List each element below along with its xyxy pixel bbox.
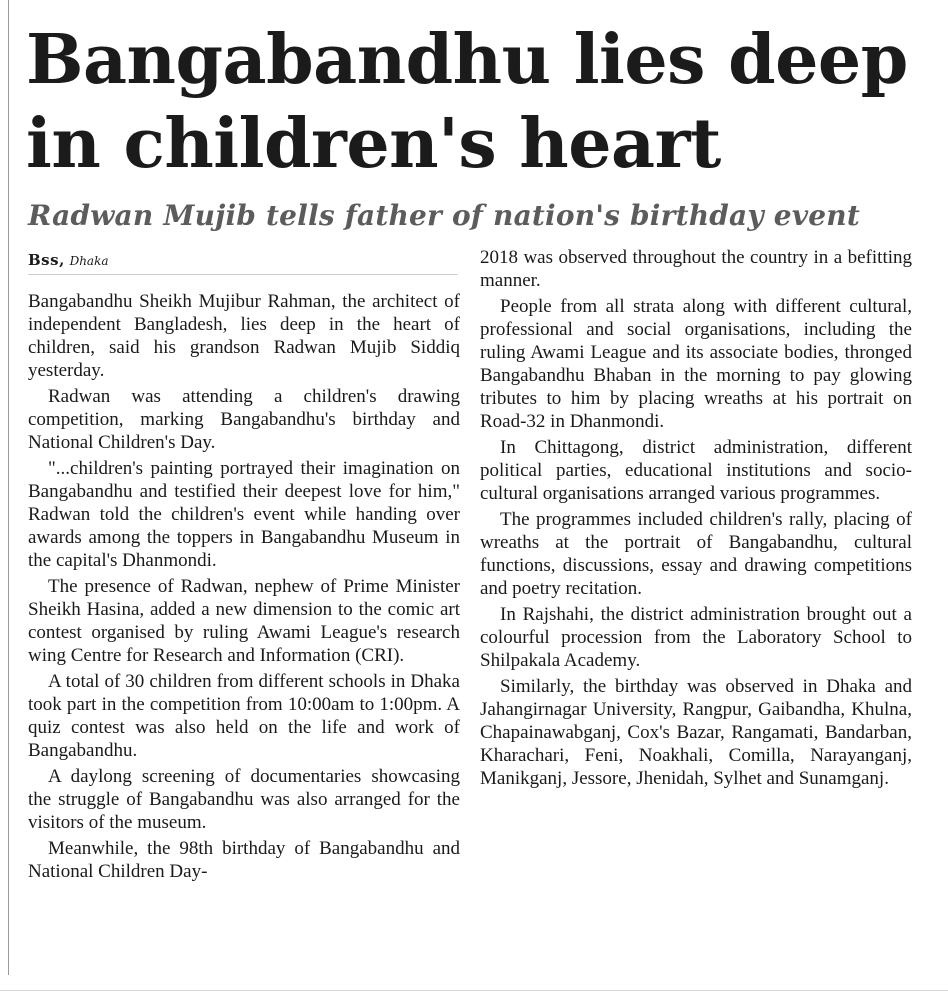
column-divider-rule: [8, 0, 9, 975]
paragraph: Meanwhile, the 98th birthday of Bangabandhu and National Children Day-: [28, 838, 460, 882]
paragraph: Bangabandhu Sheikh Mujibur Rahman, the architect of independent Bangladesh, lies deep in the heart of children, said his grandson Radwan Mujib Siddiq yesterday.: [28, 291, 460, 381]
byline-agency: Bss,: [28, 251, 65, 269]
paragraph: Radwan was attending a children's drawing competition, marking Bangabandhu's birthday and National Children's Day.: [28, 386, 460, 453]
byline-city: Dhaka: [69, 254, 109, 268]
paragraph: In Chittagong, district administration, different political parties, educational institutions and socio-cultural organisations arranged various programmes.: [480, 437, 912, 504]
byline-rule: [28, 274, 458, 275]
paragraph: People from all strata along with different cultural, professional and social organisations, including the ruling Awami League and its associate bodies, thronged Bangabandhu Bhaban in the morning to pay glowing tributes to him by placing wreaths at his portrait on Road-32 in Dhanmondi.: [480, 296, 912, 432]
article-column-right: [480, 246, 912, 793]
headline: Bangabandhu lies deep in children's heart: [26, 20, 908, 184]
paragraph: A total of 30 children from different schools in Dhaka took part in the competition from 10:00am to 1:00pm. A quiz contest was also held on the life and work of Bangabandhu.: [28, 671, 460, 761]
paragraph-continued: 2018 was observed throughout the country in a befitting manner.: [480, 247, 912, 291]
article-column-left: [28, 290, 460, 886]
paragraph: The programmes included children's rally, placing of wreaths at the portrait of Bangabandhu, cultural functions, discussions, essay and drawing competitions and poetry recitation.: [480, 509, 912, 599]
paragraph: In Rajshahi, the district administration brought out a colourful procession from the Laboratory School to Shilpakala Academy.: [480, 604, 912, 671]
subheadline: Radwan Mujib tells father of nation's birthday event: [28, 199, 860, 232]
paragraph: "...children's painting portrayed their imagination on Bangabandhu and testified their deepest love for him," Radwan told the children's event while handing over awards among the toppers in Bangabandhu Museum in the capital's Dhanmondi.: [28, 458, 460, 571]
paragraph: A daylong screening of documentaries showcasing the struggle of Bangabandhu was also arranged for the visitors of the museum.: [28, 766, 460, 833]
byline: [28, 250, 458, 271]
paragraph: Similarly, the birthday was observed in Dhaka and Jahangirnagar University, Rangpur, Gaibandha, Khulna, Chapainawabganj, Cox's Bazar, Rangamati, Bandarban, Kharachari, Feni, Noakhali, Comilla, Narayanganj, Manikganj, Jessore, Jhenidah, Sylhet and Sunamganj.: [480, 676, 912, 789]
paragraph: The presence of Radwan, nephew of Prime Minister Sheikh Hasina, added a new dimension to the comic art contest organised by ruling Awami League's research wing Centre for Research and Information (CRI).: [28, 576, 460, 666]
bottom-rule: [0, 990, 948, 991]
